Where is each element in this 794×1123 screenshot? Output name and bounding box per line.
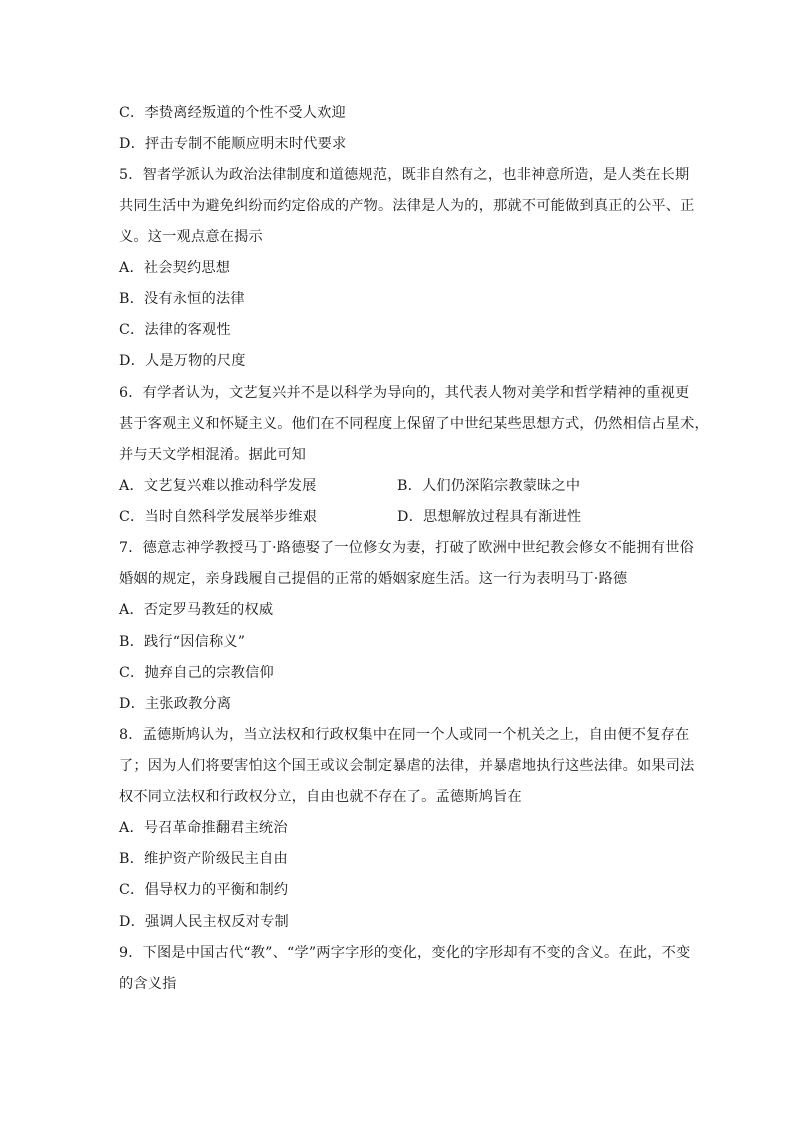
q9-stem-line-2: 的含义指 (119, 976, 177, 992)
q7-stem-line-1: 7．德意志神学教授马丁·路德娶了一位修女为妻，打破了欧洲中世纪教会修女不能拥有世俗 (119, 540, 695, 556)
q6-option-d: D．思想解放过程具有渐进性 (397, 509, 582, 525)
q5-stem-line-2: 共同生活中为避免纠纷而约定俗成的产物。法律是人为的，那就不可能做到真正的公平、正 (119, 198, 695, 214)
q8-stem-line-2: 了；因为人们将要害怕这个国王或议会制定暴虐的法律，并暴虐地执行这些法律。如果司法 (119, 758, 695, 774)
prev-question-option-d: D．抨击专制不能顺应明末时代要求 (119, 136, 347, 152)
q8-option-b: B．维护资产阶级民主自由 (119, 851, 288, 867)
q5-option-c: C．法律的客观性 (119, 322, 231, 338)
q6-option-c: C．当时自然科学发展举步维艰 (119, 509, 318, 525)
q5-stem-line-3: 义。这一观点意在揭示 (119, 229, 263, 245)
q7-option-b: B．践行“因信称义” (119, 634, 246, 650)
q5-stem-line-1: 5．智者学派认为政治法律制度和道德规范，既非自然有之，也非神意所造，是人类在长期 (119, 167, 690, 183)
q7-option-c: C．抛弃自己的宗教信仰 (119, 665, 274, 681)
q7-option-d: D．主张政教分离 (119, 696, 232, 712)
q6-stem-line-2: 甚于客观主义和怀疑主义。他们在不同程度上保留了中世纪某些思想方式，仍然相信占星术， (119, 416, 709, 432)
q8-option-c: C．倡导权力的平衡和制约 (119, 882, 289, 898)
q6-option-a: A．文艺复兴难以推动科学发展 (119, 478, 317, 494)
q9-stem-line-1: 9．下图是中国古代“教”、“学”两字字形的变化，变化的字形却有不变的含义。在此，不变 (119, 945, 691, 961)
q5-option-d: D．人是万物的尺度 (119, 353, 246, 369)
q5-option-b: B．没有永恒的法律 (119, 291, 245, 307)
q6-stem-line-1: 6．有学者认为，文艺复兴并不是以科学为导向的，其代表人物对美学和哲学精神的重视更 (119, 385, 690, 401)
q8-stem-line-3: 权不同立法权和行政权分立，自由也就不存在了。孟德斯鸠旨在 (119, 789, 522, 805)
q8-option-d: D．强调人民主权反对专制 (119, 914, 289, 930)
q6-option-b: B．人们仍深陷宗教蒙昧之中 (397, 478, 581, 494)
prev-question-option-c: C．李贽离经叛道的个性不受人欢迎 (119, 105, 346, 121)
q5-option-a: A．社会契约思想 (119, 260, 231, 276)
q8-option-a: A．号召革命推翻君主统治 (119, 820, 288, 836)
q8-stem-line-1: 8．孟德斯鸠认为，当立法权和行政权集中在同一个人或同一个机关之上，自由便不复存在 (119, 727, 690, 743)
q6-stem-line-3: 并与天文学相混淆。据此可知 (119, 447, 307, 463)
q7-stem-line-2: 婚姻的规定，亲身践履自己提倡的正常的婚姻家庭生活。这一行为表明马丁·路德 (119, 571, 628, 587)
q7-option-a: A．否定罗马教廷的权威 (119, 602, 274, 618)
